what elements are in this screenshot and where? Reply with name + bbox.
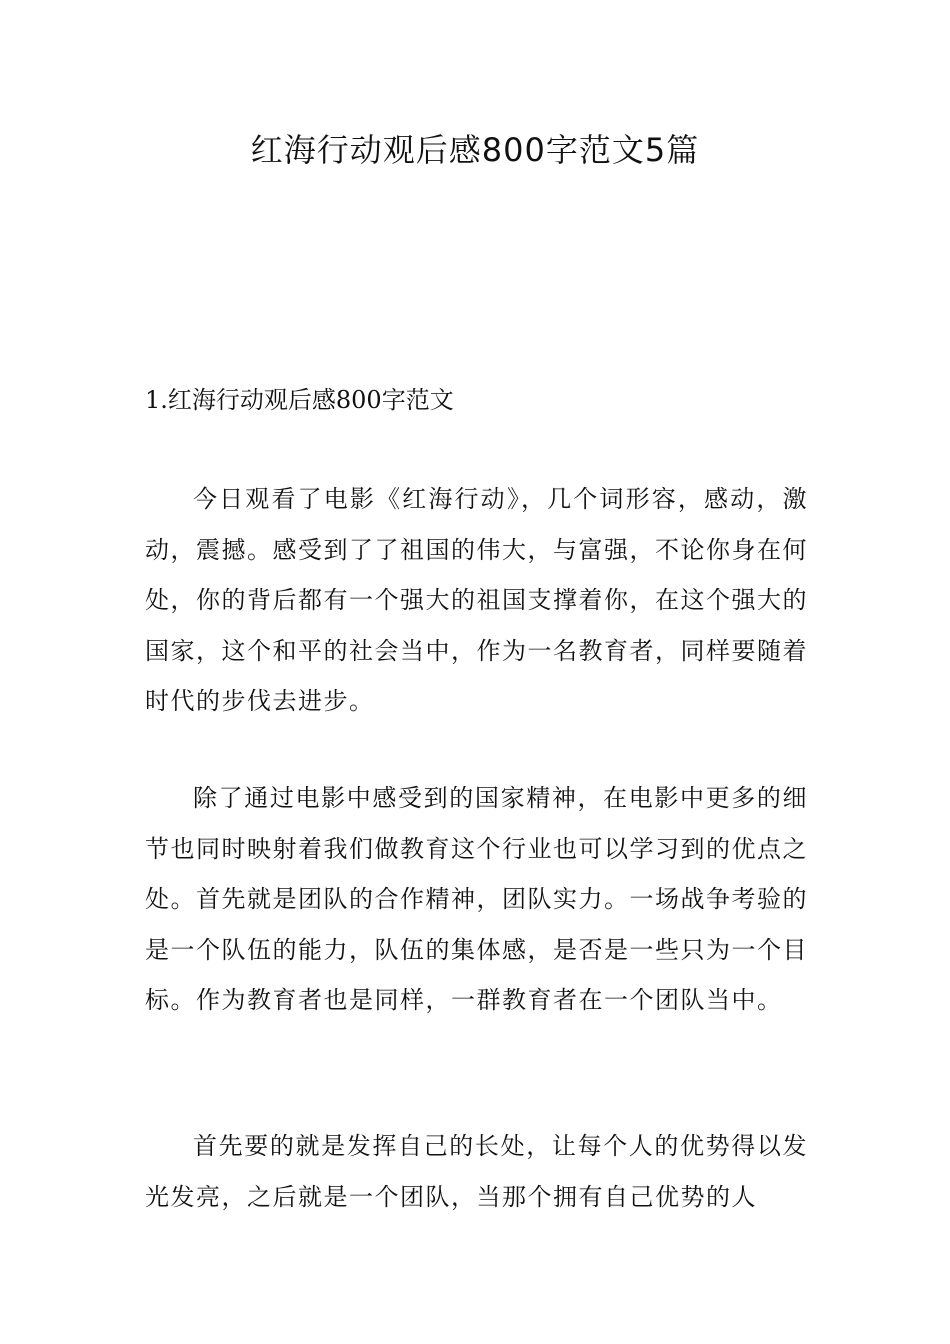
section-heading: 1.红海行动观后感800字范文: [145, 386, 454, 414]
document-title: 红海行动观后感800字范文5篇: [250, 131, 700, 169]
body-paragraph-2: 除了通过电影中感受到的国家精神，在电影中更多的细节也同时映射着我们做教育这个行业也可以学习到的优点之处。首先就是团队的合作精神，团队实力。一场战争考验的是一个队伍的能力，队伍的集体感，是否是一些只为一个目标。作为教育者也是同样，一群教育者在一个团队当中。: [145, 784, 808, 1014]
body-paragraph-1: 今日观看了电影《红海行动》，几个词形容，感动，激动，震撼。感受到了了祖国的伟大，与富强，不论你身在何处，你的背后都有一个强大的祖国支撑着你，在这个强大的国家，这个和平的社会当中，作为一名教育者，同样要随着时代的步伐去进步。: [145, 485, 808, 715]
body-paragraph-3: 首先要的就是发挥自己的长处，让每个人的优势得以发光发亮，之后就是一个团队，当那个拥有自己优势的人: [145, 1132, 808, 1211]
